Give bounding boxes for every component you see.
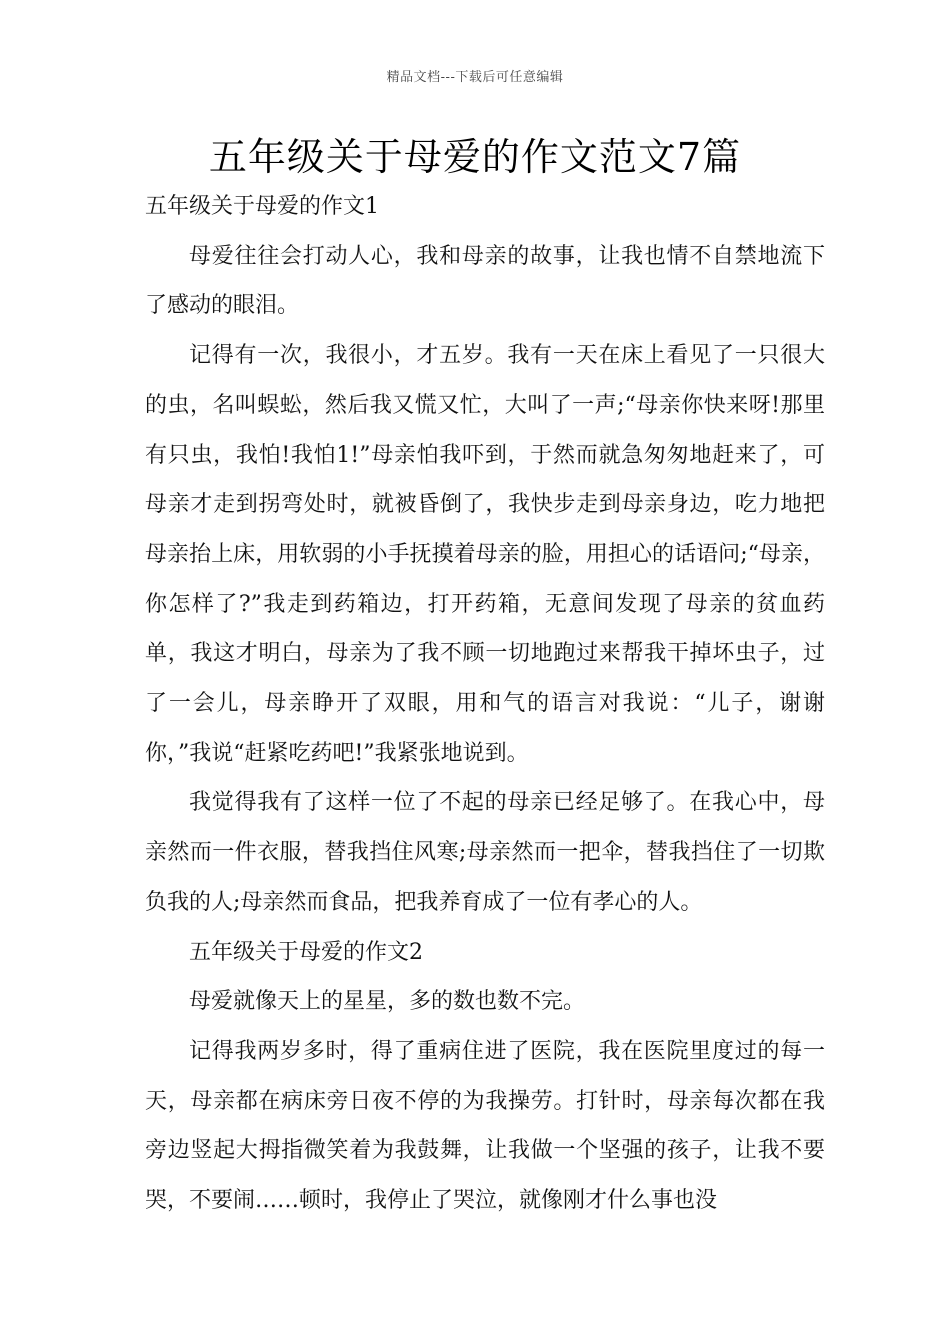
essay-2-paragraph-1: 母爱就像天上的星星，多的数也数不完。 (189, 989, 586, 1015)
document-title: 五年级关于母爱的作文范文7篇 (208, 135, 742, 179)
header-note: 精品文档---下载后可任意编辑 (386, 70, 564, 85)
essay-2-heading: 五年级关于母爱的作文2 (189, 939, 423, 965)
essay-1-paragraph-1: 母爱往往会打动人心，我和母亲的故事，让我也情不自禁地流下了感动的眼泪。 (145, 243, 825, 319)
essay-1-paragraph-2: 记得有一次，我很小，才五岁。我有一天在床上看见了一只很大的虫，名叫蜈蚣，然后我又慌又忙，大叫了一声;“母亲你快来呀!那里有只虫，我怕!我怕1!”母亲怕我吓到，于然而就急匆匆地赶来了，可母亲才走到拐弯处时，就被昏倒了，我快步走到母亲身边，吃力地把母亲抬上床，用软弱的小手抚摸着母亲的脸，用担心的话语问;“母亲，你怎样了?”我走到药箱边，打开药箱，无意间发现了母亲的贫血药单，我这才明白，母亲为了我不顾一切地跑过来帮我干掉坏虫子，过了一会儿，母亲睁开了双眼，用和气的语言对我说：“儿子，谢谢你，”我说“赶紧吃药吧!”我紧张地说到。 (145, 343, 825, 766)
essay-1-paragraph-3: 我觉得我有了这样一位了不起的母亲已经足够了。在我心中，母亲然而一件衣服，替我挡住风寒;母亲然而一把伞，替我挡住了一切欺负我的人;母亲然而食品，把我养育成了一位有孝心的人。 (145, 790, 825, 915)
essay-1-heading: 五年级关于母爱的作文1 (145, 194, 379, 219)
essay-2-paragraph-2: 记得我两岁多时，得了重病住进了医院，我在医院里度过的每一天，母亲都在病床旁日夜不停的为我操劳。打针时，母亲每次都在我旁边竖起大拇指微笑着为我鼓舞，让我做一个坚强的孩子，让我不要哭，不要闹……顿时，我停止了哭泣，就像刚才什么事也没 (145, 1038, 825, 1214)
document-body (145, 182, 825, 1226)
